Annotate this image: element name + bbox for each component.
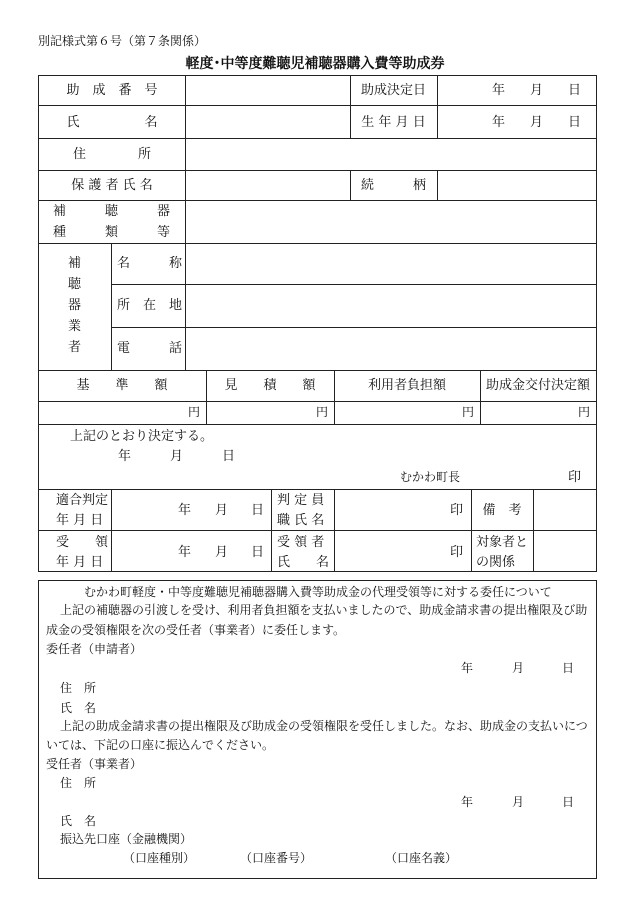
delegation-body-1: 上記の補聴器の引渡しを受け、利用者負担額を支払いましたので、助成金請求書の提出権限及び助	[60, 603, 588, 617]
yen-unit: 円	[578, 405, 591, 419]
delegatee-name-label: 氏 名	[60, 814, 97, 828]
hearing-aid-type-label-2: 種 類 等	[53, 225, 171, 240]
delegatee-year: 年	[461, 795, 474, 809]
hearing-aid-type-label-1: 補 聴 器	[53, 204, 171, 219]
dealer-label-char: 器	[68, 298, 82, 313]
delegation-body-2: 成金の受領権限を次の受任者（事業者）に委任します。	[46, 623, 346, 637]
judge-label-1: 判 定 員	[277, 493, 325, 508]
decision-month: 月	[530, 83, 544, 98]
recipient-seal: 印	[450, 545, 464, 560]
delegator-address-label: 住 所	[60, 681, 97, 695]
judge-seal: 印	[450, 503, 464, 518]
issuer-seal: 印	[568, 470, 582, 485]
base-amount-header: 基 準 額	[76, 378, 168, 393]
decision-date: 年 月 日	[118, 449, 236, 464]
receipt-label-2: 年 月 日	[56, 555, 104, 570]
delegatee-day: 日	[562, 795, 575, 809]
birth-day: 日	[568, 115, 582, 130]
yen-unit: 円	[462, 405, 475, 419]
delegatee-label: 受任者（事業者）	[46, 757, 143, 771]
birth-year: 年	[492, 115, 506, 130]
recipient-label-2: 氏 名	[277, 555, 330, 570]
delegatee-address-label: 住 所	[60, 776, 97, 790]
suitability-year: 年	[178, 503, 192, 518]
account-number-label: （口座番号）	[240, 851, 313, 865]
recipient-label-1: 受 領 者	[277, 535, 325, 550]
relation-label-1: 対象者と	[476, 535, 529, 550]
issuer: むかわ町長	[400, 470, 461, 484]
decision-text: 上記のとおり決定する。	[70, 429, 214, 444]
decision-year: 年	[492, 83, 506, 98]
yen-unit: 円	[316, 405, 329, 419]
birth-date-label: 生 年 月 日	[361, 115, 426, 130]
grant-amount-header: 助成金交付決定額	[485, 378, 590, 393]
user-burden-header: 利用者負担額	[367, 378, 446, 393]
receipt-year: 年	[178, 545, 192, 560]
delegation-title: むかわ町軽度・中等度難聴児補聴器購入費等助成金の代理受領等に対する委任について	[84, 585, 552, 599]
name-label: 氏 名	[66, 115, 158, 130]
dealer-label-char: 補	[68, 256, 82, 271]
dealer-label-char: 者	[68, 340, 82, 355]
dealer-label-char: 業	[68, 319, 82, 334]
decision-date-label: 助成決定日	[360, 83, 426, 98]
delegator-day: 日	[562, 661, 575, 675]
account-type-label: （口座種別）	[123, 851, 196, 865]
dealer-phone-label: 電 話	[117, 341, 183, 356]
grant-number-label: 助 成 番 号	[66, 83, 158, 98]
delegatee-month: 月	[512, 795, 525, 809]
page-title: 軽度･中等度難聴児補聴器購入費等助成券	[185, 56, 445, 72]
delegator-name-label: 氏 名	[60, 701, 97, 715]
remarks-label: 備 考	[482, 503, 522, 518]
judge-label-2: 職 氏 名	[277, 513, 325, 528]
guardian-name-label: 保 護 者 氏 名	[71, 178, 153, 193]
birth-month: 月	[530, 115, 544, 130]
suitability-day: 日	[251, 503, 265, 518]
delegator-month: 月	[512, 661, 525, 675]
estimate-amount-header: 見 積 額	[224, 378, 316, 393]
acceptance-text-2: いては、下記の口座に振込んでください。	[46, 738, 275, 752]
delegator-year: 年	[461, 661, 474, 675]
receipt-day: 日	[251, 545, 265, 560]
yen-unit: 円	[188, 405, 201, 419]
suitability-label-2: 年 月 日	[56, 513, 104, 528]
decision-day: 日	[568, 83, 582, 98]
dealer-location-label: 所 在 地	[117, 298, 183, 313]
relationship-label: 続 柄	[360, 178, 426, 193]
address-label: 住 所	[72, 147, 151, 162]
dealer-name-label: 名 称	[117, 256, 183, 271]
suitability-label-1: 適合判定	[56, 493, 109, 508]
account-label: 振込先口座（金融機関）	[60, 832, 193, 846]
receipt-label-1: 受 領	[56, 535, 109, 550]
relation-label-2: の関係	[476, 555, 516, 570]
dealer-label-char: 聴	[68, 277, 82, 292]
form-number: 別記様式第６号（第７条関係）	[38, 34, 207, 48]
suitability-month: 月	[215, 503, 229, 518]
delegator-label: 委任者（申請者）	[46, 642, 143, 656]
account-name-label: （口座名義）	[385, 851, 458, 865]
acceptance-text-1: 上記の助成金請求書の提出権限及び助成金の受領権限を受任しました。なお、助成金の支払いにつ	[60, 719, 588, 733]
receipt-month: 月	[215, 545, 229, 560]
